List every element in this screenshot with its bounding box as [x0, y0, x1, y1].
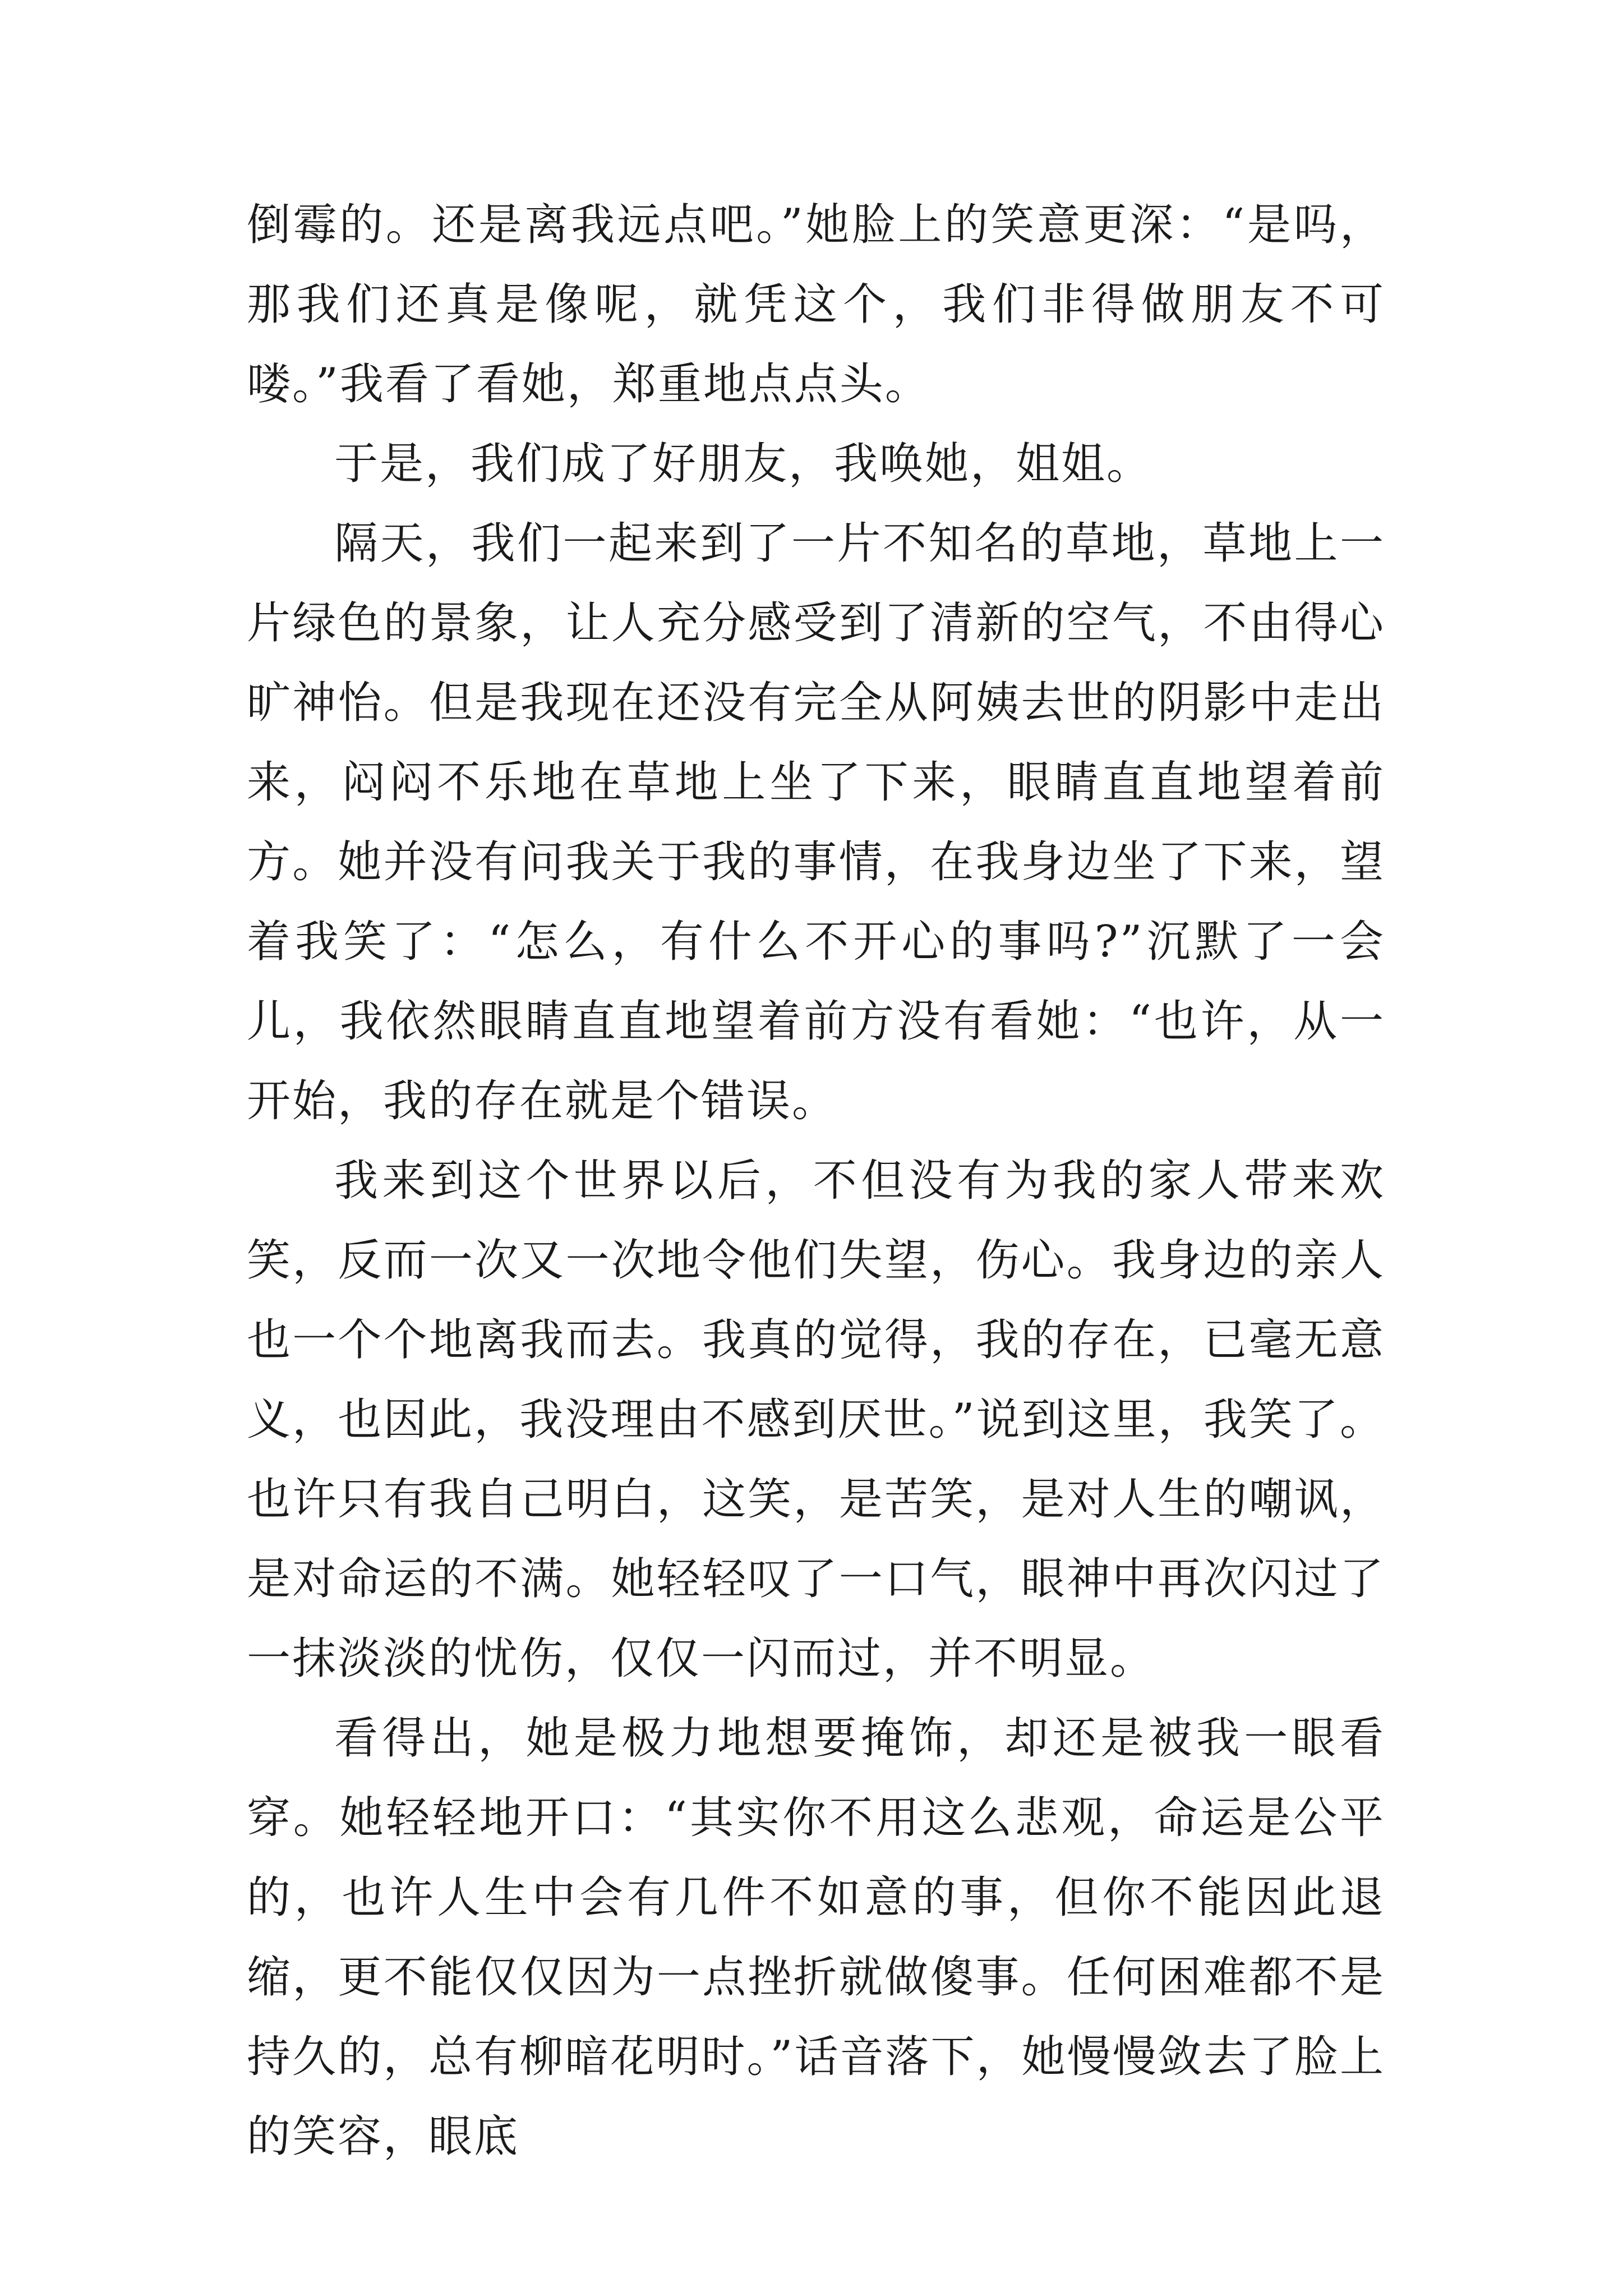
- paragraph-1: 倒霉的。还是离我远点吧。”她脸上的笑意更深：“是吗，那我们还真是像呢，就凭这个，我们非得做朋友不可喽。”我看了看她，郑重地点点头。: [247, 200, 1385, 409]
- paragraph-3: 隔天，我们一起来到了一片不知名的草地，草地上一片绿色的景象，让人充分感受到了清新的空气，不由得心旷神怡。但是我现在还没有完全从阿姨去世的阴影中走出来，闷闷不乐地在草地上坐了下来，眼睛直直地望着前方。她并没有问我关于我的事情，在我身边坐了下来，望着我笑了：“怎么，有什么不开心的事吗?”沉默了一会儿，我依然眼睛直直地望着前方没有看她：“也许，从一开始，我的存在就是个错误。: [247, 518, 1385, 1126]
- paragraph-5: 看得出，她是极力地想要掩饰，却还是被我一眼看穿。她轻轻地开口：“其实你不用这么悲观，命运是公平的，也许人生中会有几件不如意的事，但你不能因此退缩，更不能仅仅因为一点挫折就做傻事。任何困难都不是持久的，总有柳暗花明时。”话音落下，她慢慢敛去了脸上的笑容，眼底: [247, 1713, 1385, 2162]
- body-text: [247, 185, 1385, 2177]
- paragraph-4: 我来到这个世界以后，不但没有为我的家人带来欢笑，反而一次又一次地令他们失望，伤心。我身边的亲人也一个个地离我而去。我真的觉得，我的存在，已毫无意义，也因此，我没理由不感到厌世。”说到这里，我笑了。也许只有我自己明白，这笑，是苦笑，是对人生的嘲讽，是对命运的不满。她轻轻叹了一口气，眼神中再次闪过了一抹淡淡的忧伤，仅仅一闪而过，并不明显。: [247, 1156, 1385, 1684]
- paragraph-2: 于是，我们成了好朋友，我唤她，姐姐。: [334, 439, 1152, 489]
